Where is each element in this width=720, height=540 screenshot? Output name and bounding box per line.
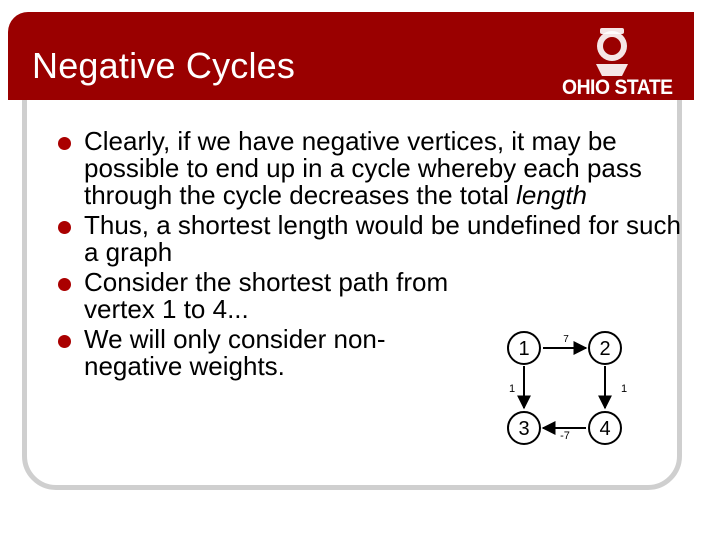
- edge-weight-2-4: 1: [620, 383, 628, 395]
- edge-weight-1-2: 7: [563, 334, 569, 345]
- node-label-2: 2: [599, 338, 611, 360]
- graph-diagram: [490, 322, 650, 452]
- edge-weight-1-3: 1: [508, 383, 516, 395]
- bullet-text: Thus, a shortest length would be undefined for such a graph: [84, 210, 681, 267]
- bullet-dot-icon: [58, 221, 71, 234]
- node-label-1: 1: [518, 338, 530, 360]
- edge-weight-4-3: -7: [560, 430, 570, 442]
- bullet-item: [58, 326, 464, 380]
- bullet-dot-icon: [58, 137, 71, 150]
- node-label-4: 4: [599, 418, 611, 440]
- logo-wordmark: OHIO STATE: [562, 76, 673, 99]
- bullet-text: We will only consider non-negative weights.: [84, 324, 386, 381]
- bullet-text: Consider the shortest path from vertex 1 to 4...: [84, 267, 449, 324]
- ohio-state-logo: [556, 24, 681, 112]
- logo-subtitle: BUCKEYES: [568, 102, 681, 111]
- node-label-3: 3: [518, 418, 530, 440]
- bullet-dot-icon: [58, 335, 71, 348]
- title-bar: [8, 12, 694, 111]
- bullet-emphasis: length: [516, 180, 587, 210]
- bullet-item: [58, 269, 464, 323]
- bullet-item: [58, 212, 684, 266]
- bullet-text: Clearly, if we have negative vertices, it may be possible to end up in a cycle whereby each pass through the cycle decreases the total: [84, 126, 642, 210]
- slide-title: Negative Cycles: [32, 45, 296, 86]
- bullet-dot-icon: [58, 278, 71, 291]
- bullet-item: [58, 128, 678, 209]
